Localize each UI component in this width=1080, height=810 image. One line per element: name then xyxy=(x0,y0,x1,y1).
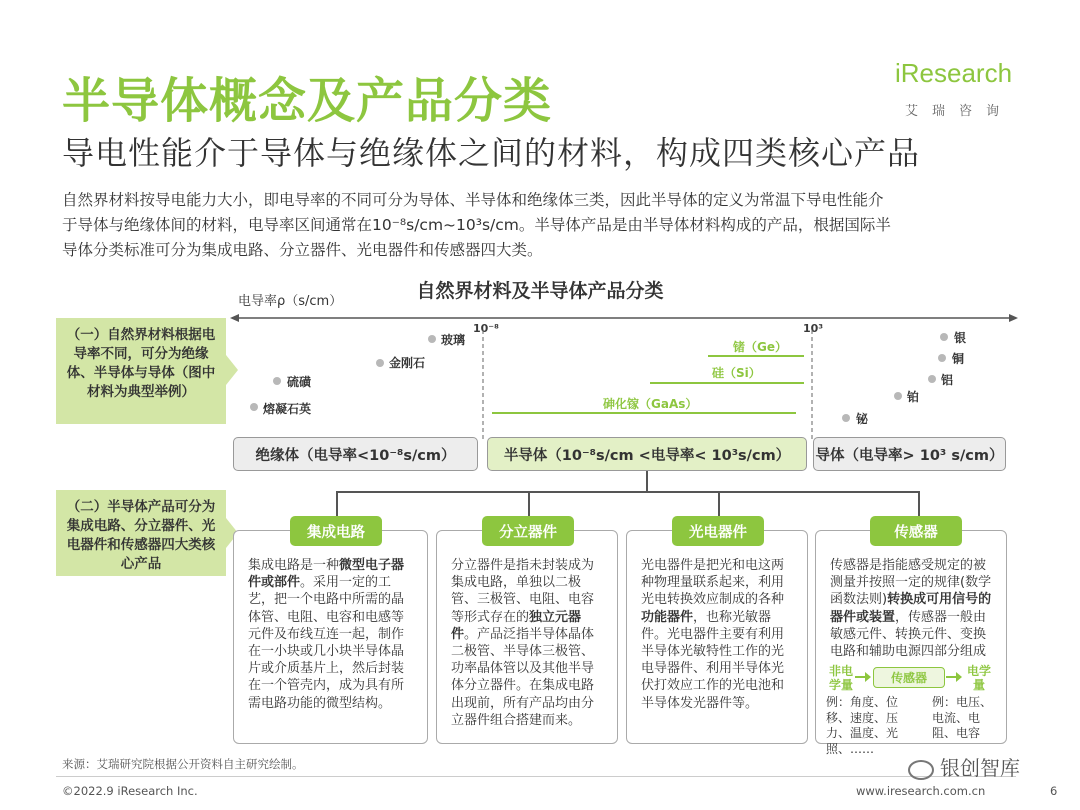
product-label-ic: 集成电路 xyxy=(290,516,382,546)
boundary-high xyxy=(811,330,813,440)
product-label-sensor: 传感器 xyxy=(870,516,962,546)
material-platinum: 铂 xyxy=(907,390,920,404)
material-sulfur: 硫磺 xyxy=(287,375,312,389)
material-aluminum: 铝 xyxy=(941,373,954,387)
product-card-ic xyxy=(233,530,428,744)
page-number: 6 xyxy=(1050,784,1058,798)
card-highlight: 转换成可用信号的器件或装置 xyxy=(830,592,992,625)
website: www.iresearch.com.cn xyxy=(856,784,986,798)
card-text: 分立器件是指未封装成为集成电路，单独以二极管、三极管、电阻、电容等形式存在的 xyxy=(451,558,595,625)
card-text: 光电器件是把光和电这两种物理量联系起来，利用光电转换效应制成的各种 xyxy=(641,558,785,608)
watermark xyxy=(908,752,1020,781)
page-subtitle: 导电性能介于导体与绝缘体之间的材料，构成四类核心产品 xyxy=(62,134,921,172)
connector-line xyxy=(336,491,338,516)
watermark-text: 银创智库 xyxy=(940,756,1020,780)
material-gaas: 砷化镓（GaAs） xyxy=(603,397,698,411)
tick-low: 10⁻⁸ xyxy=(473,322,499,335)
material-ge: 锗（Ge） xyxy=(733,340,787,354)
flow-input: 非电学量 xyxy=(828,664,853,692)
intro-line: 于导体与绝缘体间的材料，电导率区间通常在10⁻⁸s/cm~10³s/cm。半导体产品是由半导体材料构成的产品，根据国际半 xyxy=(62,216,891,234)
side-arrow-1 xyxy=(226,355,238,385)
flow-output: 电学量 xyxy=(966,664,991,692)
conductivity-axis xyxy=(230,308,1020,328)
material-dot xyxy=(940,333,948,341)
material-glass: 玻璃 xyxy=(441,333,466,347)
product-label-discrete: 分立器件 xyxy=(482,516,574,546)
material-dot xyxy=(894,392,902,400)
category-insulator: 绝缘体（电导率<10⁻⁸s/cm） xyxy=(233,437,478,471)
material-bismuth: 铋 xyxy=(856,412,869,426)
material-dot xyxy=(250,403,258,411)
range-gaas xyxy=(492,412,796,414)
connector-line xyxy=(718,491,720,516)
card-text: ，也称光敏器件。光电器件主要有利用半导体光敏特性工作的光电导器件、利用半导体光伏打效应工作的光电池和半导体发光器件等。 xyxy=(641,609,785,711)
intro-paragraph xyxy=(62,188,1022,263)
product-card-discrete xyxy=(436,530,618,744)
card-highlight: 独立元器件 xyxy=(451,609,582,642)
boundary-low xyxy=(482,330,484,440)
connector-line xyxy=(336,491,919,493)
flow-sensor-box: 传感器 xyxy=(873,667,945,688)
card-text: 。采用一定的工艺，把一个电路中所需的晶体管、电阻、电容和电感等元件及布线互连一起，制作在一小块或几小块半导体晶片或介质基片上，然后封装在一个管壳内，成为具有所需电路功能的微型结构。 xyxy=(248,575,405,711)
intro-line: 导体分类标准可分为集成电路、分立器件、光电器件和传感器四大类。 xyxy=(62,241,543,259)
page-title: 半导体概念及产品分类 xyxy=(62,73,553,129)
material-dot xyxy=(938,354,946,362)
range-ge xyxy=(708,355,804,357)
material-dot xyxy=(428,335,436,343)
material-dot xyxy=(376,359,384,367)
logo-cn-text: 艾瑞咨询 xyxy=(905,104,1014,119)
category-semiconductor: 半导体（10⁻⁸s/cm <电导率< 10³s/cm） xyxy=(487,437,807,471)
side-label-materials: （一）自然界材料根据电导率不同，可分为绝缘体、半导体与导体（图中材料为典型举例） xyxy=(56,318,226,424)
product-card-opto xyxy=(626,530,808,744)
footer-divider xyxy=(56,776,1016,777)
wechat-icon xyxy=(908,760,934,780)
flow-arrow-icon xyxy=(946,670,962,684)
flow-arrow-icon xyxy=(855,670,871,684)
tick-high: 10³ xyxy=(803,322,824,335)
material-dot xyxy=(842,414,850,422)
card-text: 传感器是指能感受规定的被测量并按照一定的规律(数学函数法则) xyxy=(830,558,992,608)
flow-example-left: 例：角度、位移、速度、压力、温度、光照、…… xyxy=(826,695,899,756)
connector-line xyxy=(918,491,920,516)
card-highlight: 功能器件 xyxy=(641,609,694,625)
category-conductor: 导体（电导率> 10³ s/cm） xyxy=(813,437,1006,471)
material-diamond: 金刚石 xyxy=(389,356,426,370)
card-text: 集成电路是一种 xyxy=(248,558,340,573)
connector-line xyxy=(528,491,530,516)
card-text: ，传感器一般由敏感元件、转换元件、变换电路和辅助电源四部分组成 xyxy=(830,609,987,660)
card-text: 。产品泛指半导体晶体二极管、半导体三极管、功率晶体管以及其他半导体分立器件。在集成电路出现前，所有产品均由分立器件组合搭建而来。 xyxy=(451,626,595,728)
material-si: 硅（Si） xyxy=(712,366,761,380)
material-fused-quartz: 熔凝石英 xyxy=(263,402,312,416)
material-dot xyxy=(273,377,281,385)
material-silver: 银 xyxy=(954,331,967,345)
range-si xyxy=(650,382,804,384)
logo-text: iResearch xyxy=(895,58,1013,88)
flow-example-right: 例：电压、电流、电阻、电容 xyxy=(932,695,993,740)
connector-line xyxy=(646,471,648,491)
product-label-opto: 光电器件 xyxy=(672,516,764,546)
side-label-products: （二）半导体产品可分为集成电路、分立器件、光电器件和传感器四大类核心产品 xyxy=(56,490,226,576)
axis-label: 电导率ρ（s/cm） xyxy=(238,294,343,309)
material-dot xyxy=(928,375,936,383)
chart-title: 自然界材料及半导体产品分类 xyxy=(416,280,664,302)
source-note: 来源：艾瑞研究院根据公开资料自主研究绘制。 xyxy=(62,757,304,771)
iresearch-logo xyxy=(895,58,1012,89)
card-highlight: 微型电子器件或部件 xyxy=(248,558,405,591)
material-copper: 铜 xyxy=(952,352,965,366)
copyright: ©2022.9 iResearch Inc. xyxy=(62,784,198,798)
intro-line: 自然界材料按导电能力大小，即电导率的不同可分为导体、半导体和绝缘体三类，因此半导体的定义为常温下导电性能介 xyxy=(62,191,884,209)
